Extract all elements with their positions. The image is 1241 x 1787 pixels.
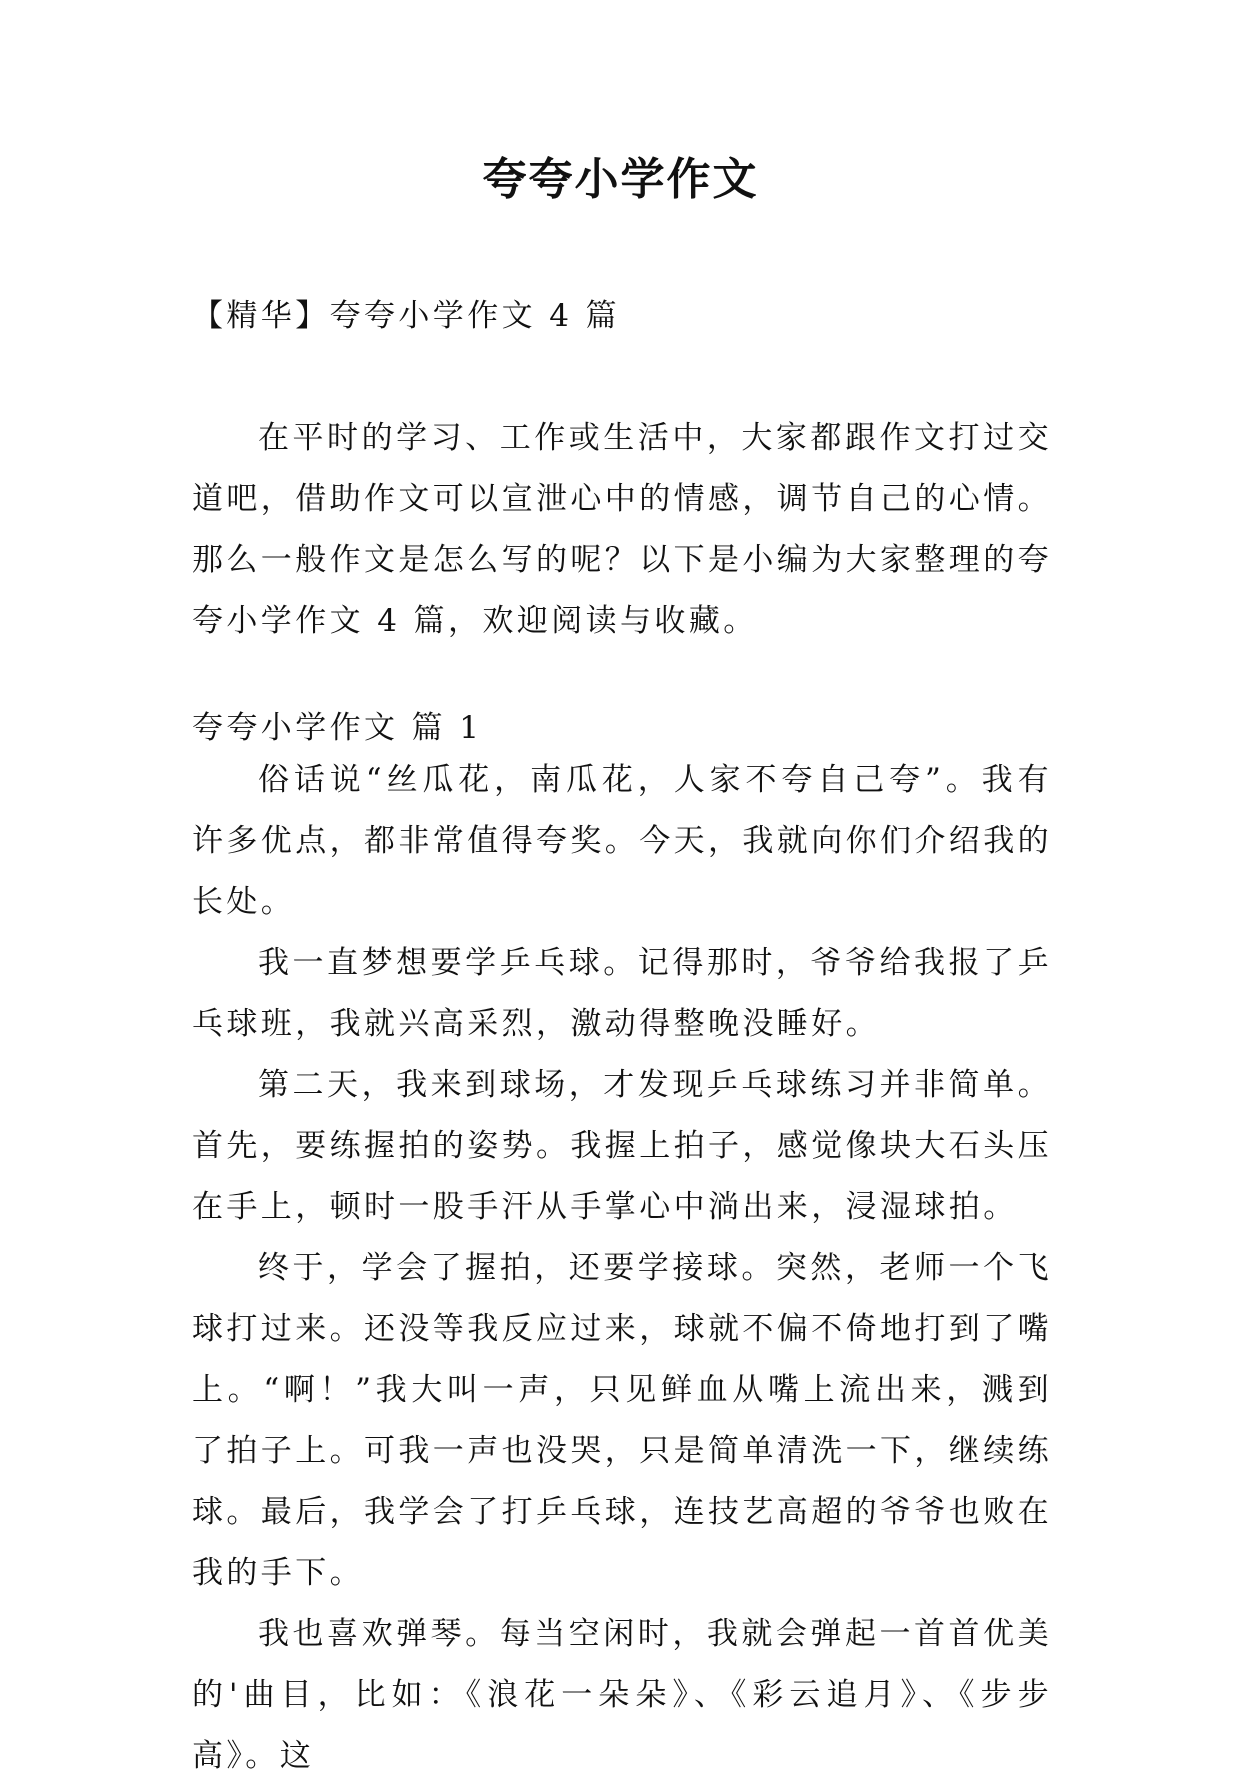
section-heading: 夸夸小学作文 篇 1 [192, 710, 483, 746]
article-paragraph: 我一直梦想要学乒乓球。记得那时，爷爷给我报了乒乓球班，我就兴高采烈，激动得整晚没睡好。 [192, 945, 1052, 1042]
document-subtitle: 【精华】夸夸小学作文 4 篇 [192, 298, 621, 334]
article-paragraph: 俗话说“丝瓜花，南瓜花，人家不夸自己夸”。我有许多优点，都非常值得夸奖。今天，我就向你们介绍我的长处。 [192, 762, 1052, 920]
article-paragraph: 终于，学会了握拍，还要学接球。突然，老师一个飞球打过来。还没等我反应过来，球就不偏不倚地打到了嘴上。“啊！”我大叫一声，只见鲜血从嘴上流出来，溅到了拍子上。可我一声也没哭，只是简单清洗一下，继续练球。最后，我学会了打乒乓球，连技艺高超的爷爷也败在我的手下。 [192, 1250, 1052, 1591]
intro-paragraph: 在平时的学习、工作或生活中，大家都跟作文打过交道吧，借助作文可以宣泄心中的情感，调节自己的心情。那么一般作文是怎么写的呢？以下是小编为大家整理的夸夸小学作文 4 篇，欢迎阅读与收藏。 [192, 420, 1052, 639]
article-body [192, 750, 1052, 1787]
article-paragraph: 第二天，我来到球场，才发现乒乓球练习并非简单。首先，要练握拍的姿势。我握上拍子，感觉像块大石头压在手上，顿时一股手汗从手掌心中淌出来，浸湿球拍。 [192, 1067, 1052, 1225]
article-paragraph: 我也喜欢弹琴。每当空闲时，我就会弹起一首首优美的'曲目，比如：《浪花一朵朵》、《彩云追月》、《步步高》。这 [192, 1616, 1052, 1774]
document-title: 夸夸小学作文 [482, 154, 759, 205]
